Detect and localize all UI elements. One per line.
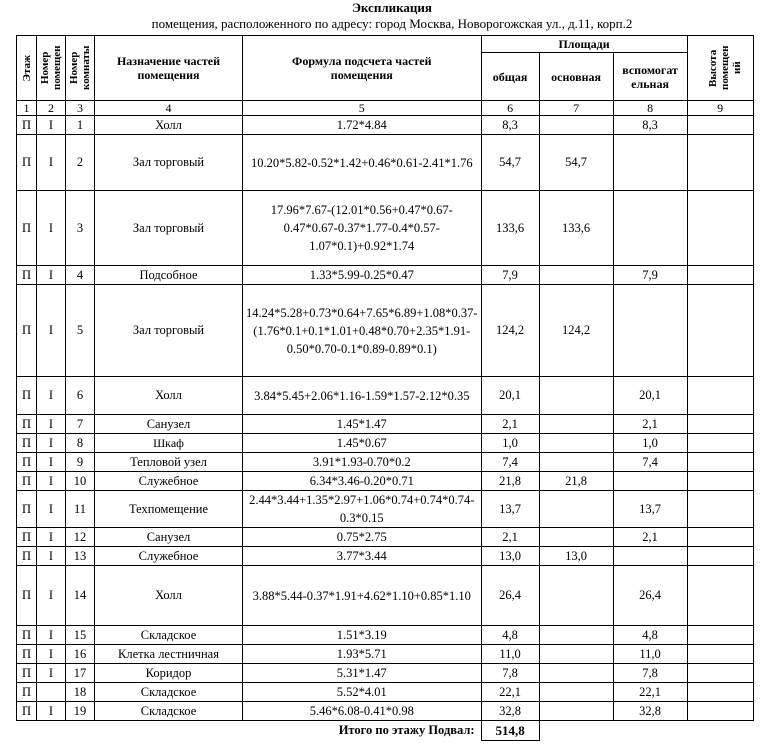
cell-area-main (539, 626, 613, 645)
cell-height (687, 566, 753, 626)
cell-room: 12 (66, 528, 95, 547)
cell-height (687, 683, 753, 702)
cell-premise: I (37, 566, 66, 626)
cell-area-main (539, 266, 613, 285)
cell-area-total: 7,9 (481, 266, 539, 285)
cell-premise: I (37, 491, 66, 528)
cell-purpose: Служебное (95, 472, 243, 491)
cell-area-aux (613, 285, 687, 377)
cell-area-aux: 8,3 (613, 116, 687, 135)
table-row (17, 266, 754, 285)
cell-area-main (539, 683, 613, 702)
cell-height (687, 664, 753, 683)
table-row (17, 702, 754, 721)
cell-area-main: 124,2 (539, 285, 613, 377)
cell-area-main (539, 702, 613, 721)
cell-premise: I (37, 285, 66, 377)
cell-room: 8 (66, 434, 95, 453)
cell-room: 16 (66, 645, 95, 664)
cell-floor: П (17, 415, 37, 434)
cell-premise (37, 683, 66, 702)
cell-formula: 3.91*1.93-0.70*0.2 (243, 453, 482, 472)
cell-premise: I (37, 135, 66, 191)
cell-height (687, 491, 753, 528)
cell-area-total: 7,4 (481, 453, 539, 472)
cell-area-total: 22,1 (481, 683, 539, 702)
cell-purpose: Шкаф (95, 434, 243, 453)
cell-purpose: Складское (95, 683, 243, 702)
cell-premise: I (37, 702, 66, 721)
cell-area-main: 54,7 (539, 135, 613, 191)
cell-area-main (539, 377, 613, 415)
cell-area-aux (613, 472, 687, 491)
column-number: 5 (243, 101, 482, 116)
total-row (17, 721, 754, 741)
cell-area-total: 21,8 (481, 472, 539, 491)
cell-formula: 2.44*3.44+1.35*2.97+1.06*0.74+0.74*0.74-0.3*0.15 (243, 491, 482, 528)
column-number: 7 (539, 101, 613, 116)
cell-room: 6 (66, 377, 95, 415)
cell-premise: I (37, 472, 66, 491)
cell-room: 11 (66, 491, 95, 528)
cell-floor: П (17, 453, 37, 472)
cell-area-main: 21,8 (539, 472, 613, 491)
cell-area-total: 8,3 (481, 116, 539, 135)
cell-area-aux: 2,1 (613, 415, 687, 434)
cell-room: 17 (66, 664, 95, 683)
cell-purpose: Подсобное (95, 266, 243, 285)
cell-floor: П (17, 116, 37, 135)
header-height: Высота помещен ий (687, 36, 753, 101)
cell-floor: П (17, 191, 37, 266)
column-number: 4 (95, 101, 243, 116)
cell-premise: I (37, 191, 66, 266)
cell-purpose: Зал торговый (95, 135, 243, 191)
table-row (17, 626, 754, 645)
cell-area-total: 13,0 (481, 547, 539, 566)
cell-area-main (539, 664, 613, 683)
cell-area-main (539, 116, 613, 135)
header-area-aux: вспомогат ельная (613, 53, 687, 101)
cell-formula: 5.31*1.47 (243, 664, 482, 683)
cell-area-main (539, 491, 613, 528)
table-row (17, 683, 754, 702)
table-row (17, 472, 754, 491)
cell-formula: 14.24*5.28+0.73*0.64+7.65*6.89+1.08*0.37-(1.76*0.1+0.1*1.01+0.48*0.70+2.35*1.91-0.50*0.70-0.1*0.89-0.89*0.1) (243, 285, 482, 377)
cell-premise: I (37, 116, 66, 135)
cell-area-aux: 4,8 (613, 626, 687, 645)
cell-area-aux: 20,1 (613, 377, 687, 415)
header-area-total: общая (481, 53, 539, 101)
table-row (17, 547, 754, 566)
cell-formula: 1.33*5.99-0.25*0.47 (243, 266, 482, 285)
table-row (17, 645, 754, 664)
cell-area-aux (613, 547, 687, 566)
cell-floor: П (17, 702, 37, 721)
cell-purpose: Зал торговый (95, 191, 243, 266)
header-premise-no: Номер помещен (37, 36, 66, 101)
table-row (17, 377, 754, 415)
cell-area-main (539, 566, 613, 626)
cell-formula: 5.46*6.08-0.41*0.98 (243, 702, 482, 721)
cell-area-aux (613, 191, 687, 266)
cell-purpose: Санузел (95, 415, 243, 434)
cell-area-main (539, 645, 613, 664)
cell-purpose: Холл (95, 116, 243, 135)
cell-area-total: 54,7 (481, 135, 539, 191)
cell-room: 4 (66, 266, 95, 285)
cell-room: 1 (66, 116, 95, 135)
cell-room: 10 (66, 472, 95, 491)
cell-area-aux: 22,1 (613, 683, 687, 702)
column-number: 8 (613, 101, 687, 116)
cell-purpose: Складское (95, 626, 243, 645)
header-room-no: Номер комнаты (66, 36, 95, 101)
cell-area-aux: 11,0 (613, 645, 687, 664)
cell-formula: 1.93*5.71 (243, 645, 482, 664)
cell-premise: I (37, 415, 66, 434)
cell-floor: П (17, 645, 37, 664)
table-row (17, 285, 754, 377)
cell-purpose: Техпомещение (95, 491, 243, 528)
cell-area-total: 133,6 (481, 191, 539, 266)
cell-purpose: Санузел (95, 528, 243, 547)
cell-premise: I (37, 664, 66, 683)
cell-floor: П (17, 626, 37, 645)
cell-formula: 1.51*3.19 (243, 626, 482, 645)
cell-area-total: 11,0 (481, 645, 539, 664)
cell-room: 18 (66, 683, 95, 702)
table-row (17, 116, 754, 135)
cell-floor: П (17, 547, 37, 566)
table-row (17, 491, 754, 528)
cell-area-main (539, 453, 613, 472)
cell-room: 7 (66, 415, 95, 434)
cell-area-total: 2,1 (481, 415, 539, 434)
cell-height (687, 285, 753, 377)
cell-premise: I (37, 528, 66, 547)
cell-premise: I (37, 645, 66, 664)
table-row (17, 415, 754, 434)
cell-room: 2 (66, 135, 95, 191)
cell-height (687, 135, 753, 191)
cell-floor: П (17, 434, 37, 453)
cell-area-main: 13,0 (539, 547, 613, 566)
cell-area-aux: 7,4 (613, 453, 687, 472)
table-row (17, 528, 754, 547)
cell-height (687, 191, 753, 266)
document-title: Экспликация (352, 0, 432, 15)
total-label: Итого по этажу Подвал: (338, 723, 475, 738)
cell-formula: 3.84*5.45+2.06*1.16-1.59*1.57-2.12*0.35 (243, 377, 482, 415)
cell-height (687, 415, 753, 434)
cell-area-main (539, 415, 613, 434)
cell-purpose: Зал торговый (95, 285, 243, 377)
cell-room: 3 (66, 191, 95, 266)
cell-area-aux: 32,8 (613, 702, 687, 721)
cell-floor: П (17, 664, 37, 683)
cell-formula: 0.75*2.75 (243, 528, 482, 547)
cell-floor: П (17, 566, 37, 626)
table-row (17, 135, 754, 191)
total-area-value: 514,8 (481, 721, 539, 741)
cell-purpose: Служебное (95, 547, 243, 566)
table-row (17, 191, 754, 266)
cell-height (687, 528, 753, 547)
column-number: 6 (481, 101, 539, 116)
cell-formula: 10.20*5.82-0.52*1.42+0.46*0.61-2.41*1.76 (243, 135, 482, 191)
cell-room: 15 (66, 626, 95, 645)
cell-height (687, 453, 753, 472)
cell-premise: I (37, 377, 66, 415)
cell-area-total: 1,0 (481, 434, 539, 453)
cell-purpose: Тепловой узел (95, 453, 243, 472)
header-areas: Площади (481, 36, 687, 53)
cell-premise: I (37, 434, 66, 453)
column-number: 2 (37, 101, 66, 116)
cell-formula: 1.45*0.67 (243, 434, 482, 453)
header-area-main: основная (539, 53, 613, 101)
cell-area-main (539, 528, 613, 547)
cell-floor: П (17, 285, 37, 377)
cell-area-total: 13,7 (481, 491, 539, 528)
column-numbers-row (17, 101, 754, 116)
table-row (17, 434, 754, 453)
column-number: 1 (17, 101, 37, 116)
cell-premise: I (37, 453, 66, 472)
cell-purpose: Клетка лестничная (95, 645, 243, 664)
cell-floor: П (17, 266, 37, 285)
cell-area-main: 133,6 (539, 191, 613, 266)
cell-area-aux: 13,7 (613, 491, 687, 528)
cell-room: 19 (66, 702, 95, 721)
column-number: 3 (66, 101, 95, 116)
cell-floor: П (17, 135, 37, 191)
cell-area-aux (613, 135, 687, 191)
cell-formula: 1.72*4.84 (243, 116, 482, 135)
cell-height (687, 434, 753, 453)
explication-table (16, 35, 754, 741)
cell-floor: П (17, 472, 37, 491)
header-purpose: Назначение частей помещения (95, 36, 243, 101)
cell-formula: 3.77*3.44 (243, 547, 482, 566)
cell-area-main (539, 434, 613, 453)
cell-area-aux: 7,9 (613, 266, 687, 285)
cell-floor: П (17, 377, 37, 415)
cell-area-total: 26,4 (481, 566, 539, 626)
cell-height (687, 626, 753, 645)
cell-premise: I (37, 266, 66, 285)
cell-formula: 17.96*7.67-(12.01*0.56+0.47*0.67-0.47*0.67-0.37*1.77-0.4*0.57-1.07*0.1)+0.92*1.74 (243, 191, 482, 266)
cell-purpose: Коридор (95, 664, 243, 683)
cell-purpose: Холл (95, 377, 243, 415)
cell-area-total: 32,8 (481, 702, 539, 721)
cell-area-aux: 1,0 (613, 434, 687, 453)
cell-area-total: 2,1 (481, 528, 539, 547)
column-number: 9 (687, 101, 753, 116)
cell-area-total: 7,8 (481, 664, 539, 683)
cell-height (687, 702, 753, 721)
cell-purpose: Холл (95, 566, 243, 626)
cell-formula: 6.34*3.46-0.20*0.71 (243, 472, 482, 491)
cell-height (687, 472, 753, 491)
header-formula: Формула подсчета частей помещения (243, 36, 482, 101)
cell-floor: П (17, 491, 37, 528)
cell-formula: 1.45*1.47 (243, 415, 482, 434)
cell-floor: П (17, 683, 37, 702)
cell-height (687, 377, 753, 415)
cell-area-aux: 2,1 (613, 528, 687, 547)
cell-purpose: Складское (95, 702, 243, 721)
cell-formula: 3.88*5.44-0.37*1.91+4.62*1.10+0.85*1.10 (243, 566, 482, 626)
cell-formula: 5.52*4.01 (243, 683, 482, 702)
cell-premise: I (37, 547, 66, 566)
table-row (17, 566, 754, 626)
cell-area-aux: 26,4 (613, 566, 687, 626)
header-floor: Этаж (17, 36, 37, 101)
table-row (17, 453, 754, 472)
cell-room: 9 (66, 453, 95, 472)
cell-area-aux: 7,8 (613, 664, 687, 683)
cell-height (687, 547, 753, 566)
cell-height (687, 116, 753, 135)
cell-area-total: 124,2 (481, 285, 539, 377)
cell-floor: П (17, 528, 37, 547)
cell-area-total: 4,8 (481, 626, 539, 645)
document-subtitle: помещения, расположенного по адресу: город Москва, Новорогожская ул., д.11, корп.2 (151, 16, 633, 31)
cell-area-total: 20,1 (481, 377, 539, 415)
table-row (17, 664, 754, 683)
cell-room: 5 (66, 285, 95, 377)
cell-room: 13 (66, 547, 95, 566)
cell-room: 14 (66, 566, 95, 626)
cell-height (687, 266, 753, 285)
cell-height (687, 645, 753, 664)
cell-premise: I (37, 626, 66, 645)
